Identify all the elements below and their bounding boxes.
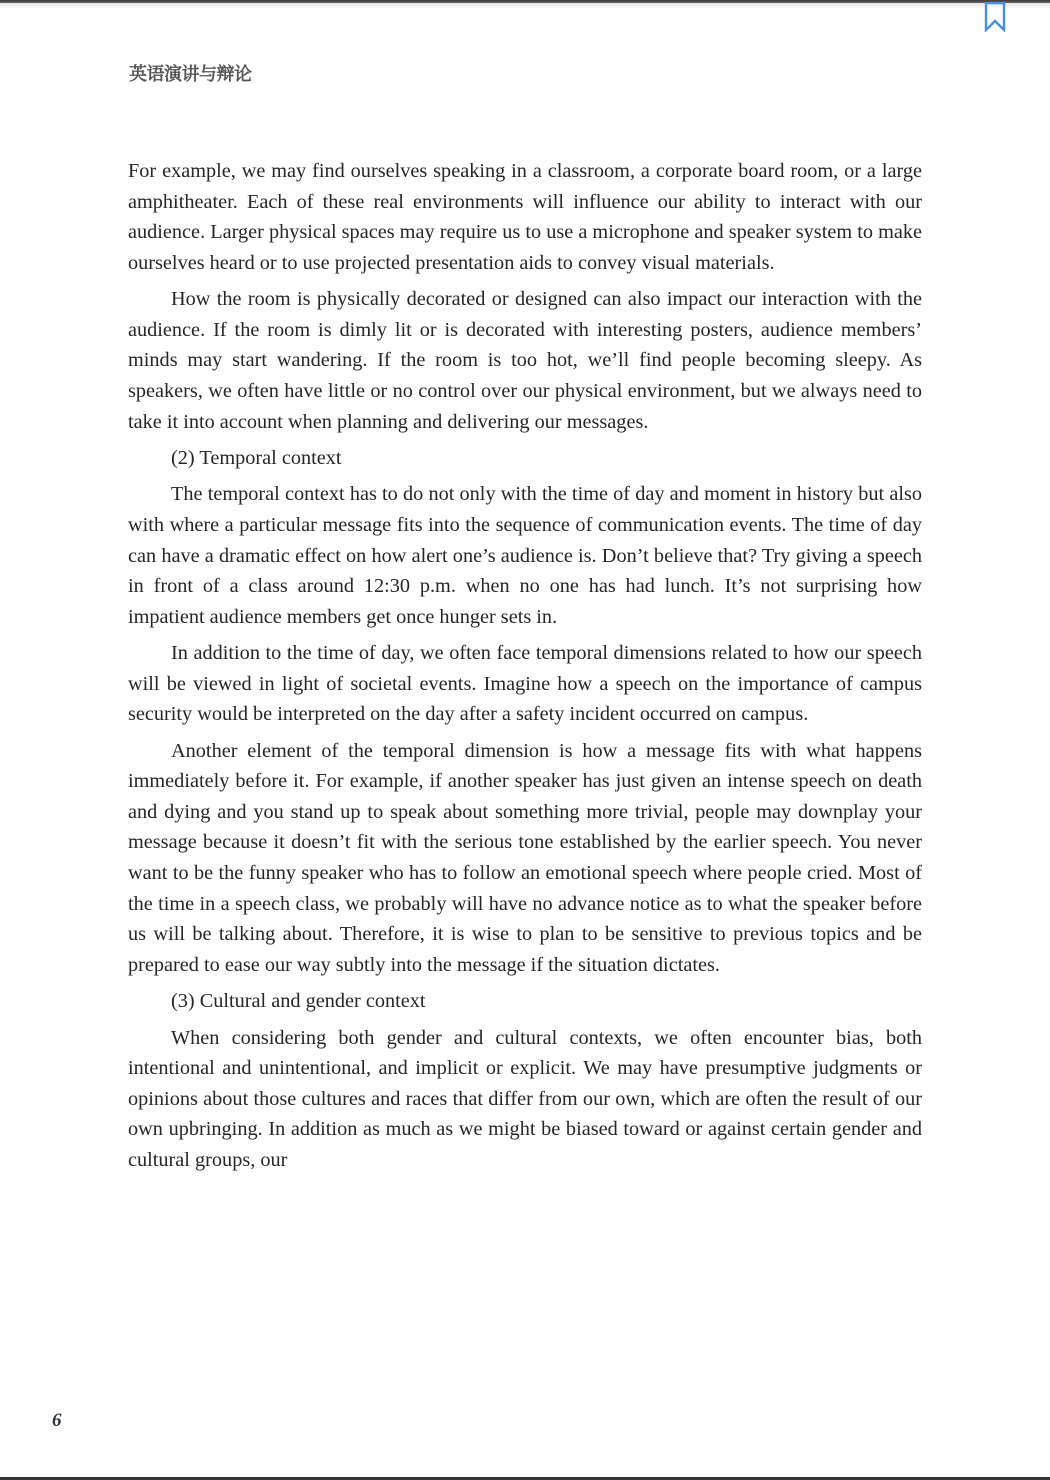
section-heading: (3) Cultural and gender context [171, 990, 426, 1013]
paragraph: Another element of the temporal dimension is how a message fits with what happens immediately before it. For example, if another speaker has just given an intense speech on death and dying and you stand up to speak about something more trivial, people may downplay your message because it doesn’t fit with the serious tone established by the earlier speech. You never want to be the funny speaker who has to follow an emotional speech where people cried. Most of the time in a speech class, we probably will have no advance notice as to what the speaker before us will be talking about. Therefore, it is wise to plan to be sensitive to previous topics and be prepared to ease our way subtly into the message if the situation dictates. [128, 739, 922, 976]
running-head: 英语演讲与辩论 [129, 64, 252, 85]
paragraph: For example, we may find ourselves speaking in a classroom, a corporate board room, or a large amphitheater. Each of these real environments will influence our ability to interact with our audience. Larger physical spaces may require us to use a microphone and speaker system to make ourselves heard or to use projected presentation aids to convey visual materials. [128, 160, 922, 274]
page-body [128, 156, 922, 1181]
bookmark-button[interactable] [984, 2, 1006, 32]
paragraph: How the room is physically decorated or designed can also impact our interaction with the audience. If the room is dimly lit or is decorated with interesting posters, audience members’ minds may start wandering. If the room is too hot, we’ll find people becoming sleepy. As speakers, we often have little or no control over our physical environment, but we always need to take it into account when planning and delivering our messages. [128, 288, 922, 433]
top-bar-shadow [0, 3, 1050, 9]
paragraph: The temporal context has to do not only with the time of day and moment in history but also with where a particular message fits into the sequence of communication events. The time of day can have a dramatic effect on how alert one’s audience is. Don’t believe that? Try giving a speech in front of a class around 12:30 p.m. when no one has had lunch. It’s not surprising how impatient audience members get once hunger sets in. [128, 483, 922, 628]
bookmark-icon [984, 2, 1006, 32]
section-heading: (2) Temporal context [171, 446, 342, 469]
page-number: 6 [52, 1410, 62, 1431]
paragraph: When considering both gender and cultural contexts, we often encounter bias, both intentional and unintentional, and implicit or explicit. We may have presumptive judgments or opinions about those cultures and races that differ from our own, which are often the result of our own upbringing. In addition as much as we might be biased toward or against certain gender and cultural groups, our [128, 1026, 922, 1171]
paragraph: In addition to the time of day, we often face temporal dimensions related to how our speech will be viewed in light of societal events. Imagine how a speech on the importance of campus security would be interpreted on the day after a safety incident occurred on campus. [128, 642, 922, 726]
